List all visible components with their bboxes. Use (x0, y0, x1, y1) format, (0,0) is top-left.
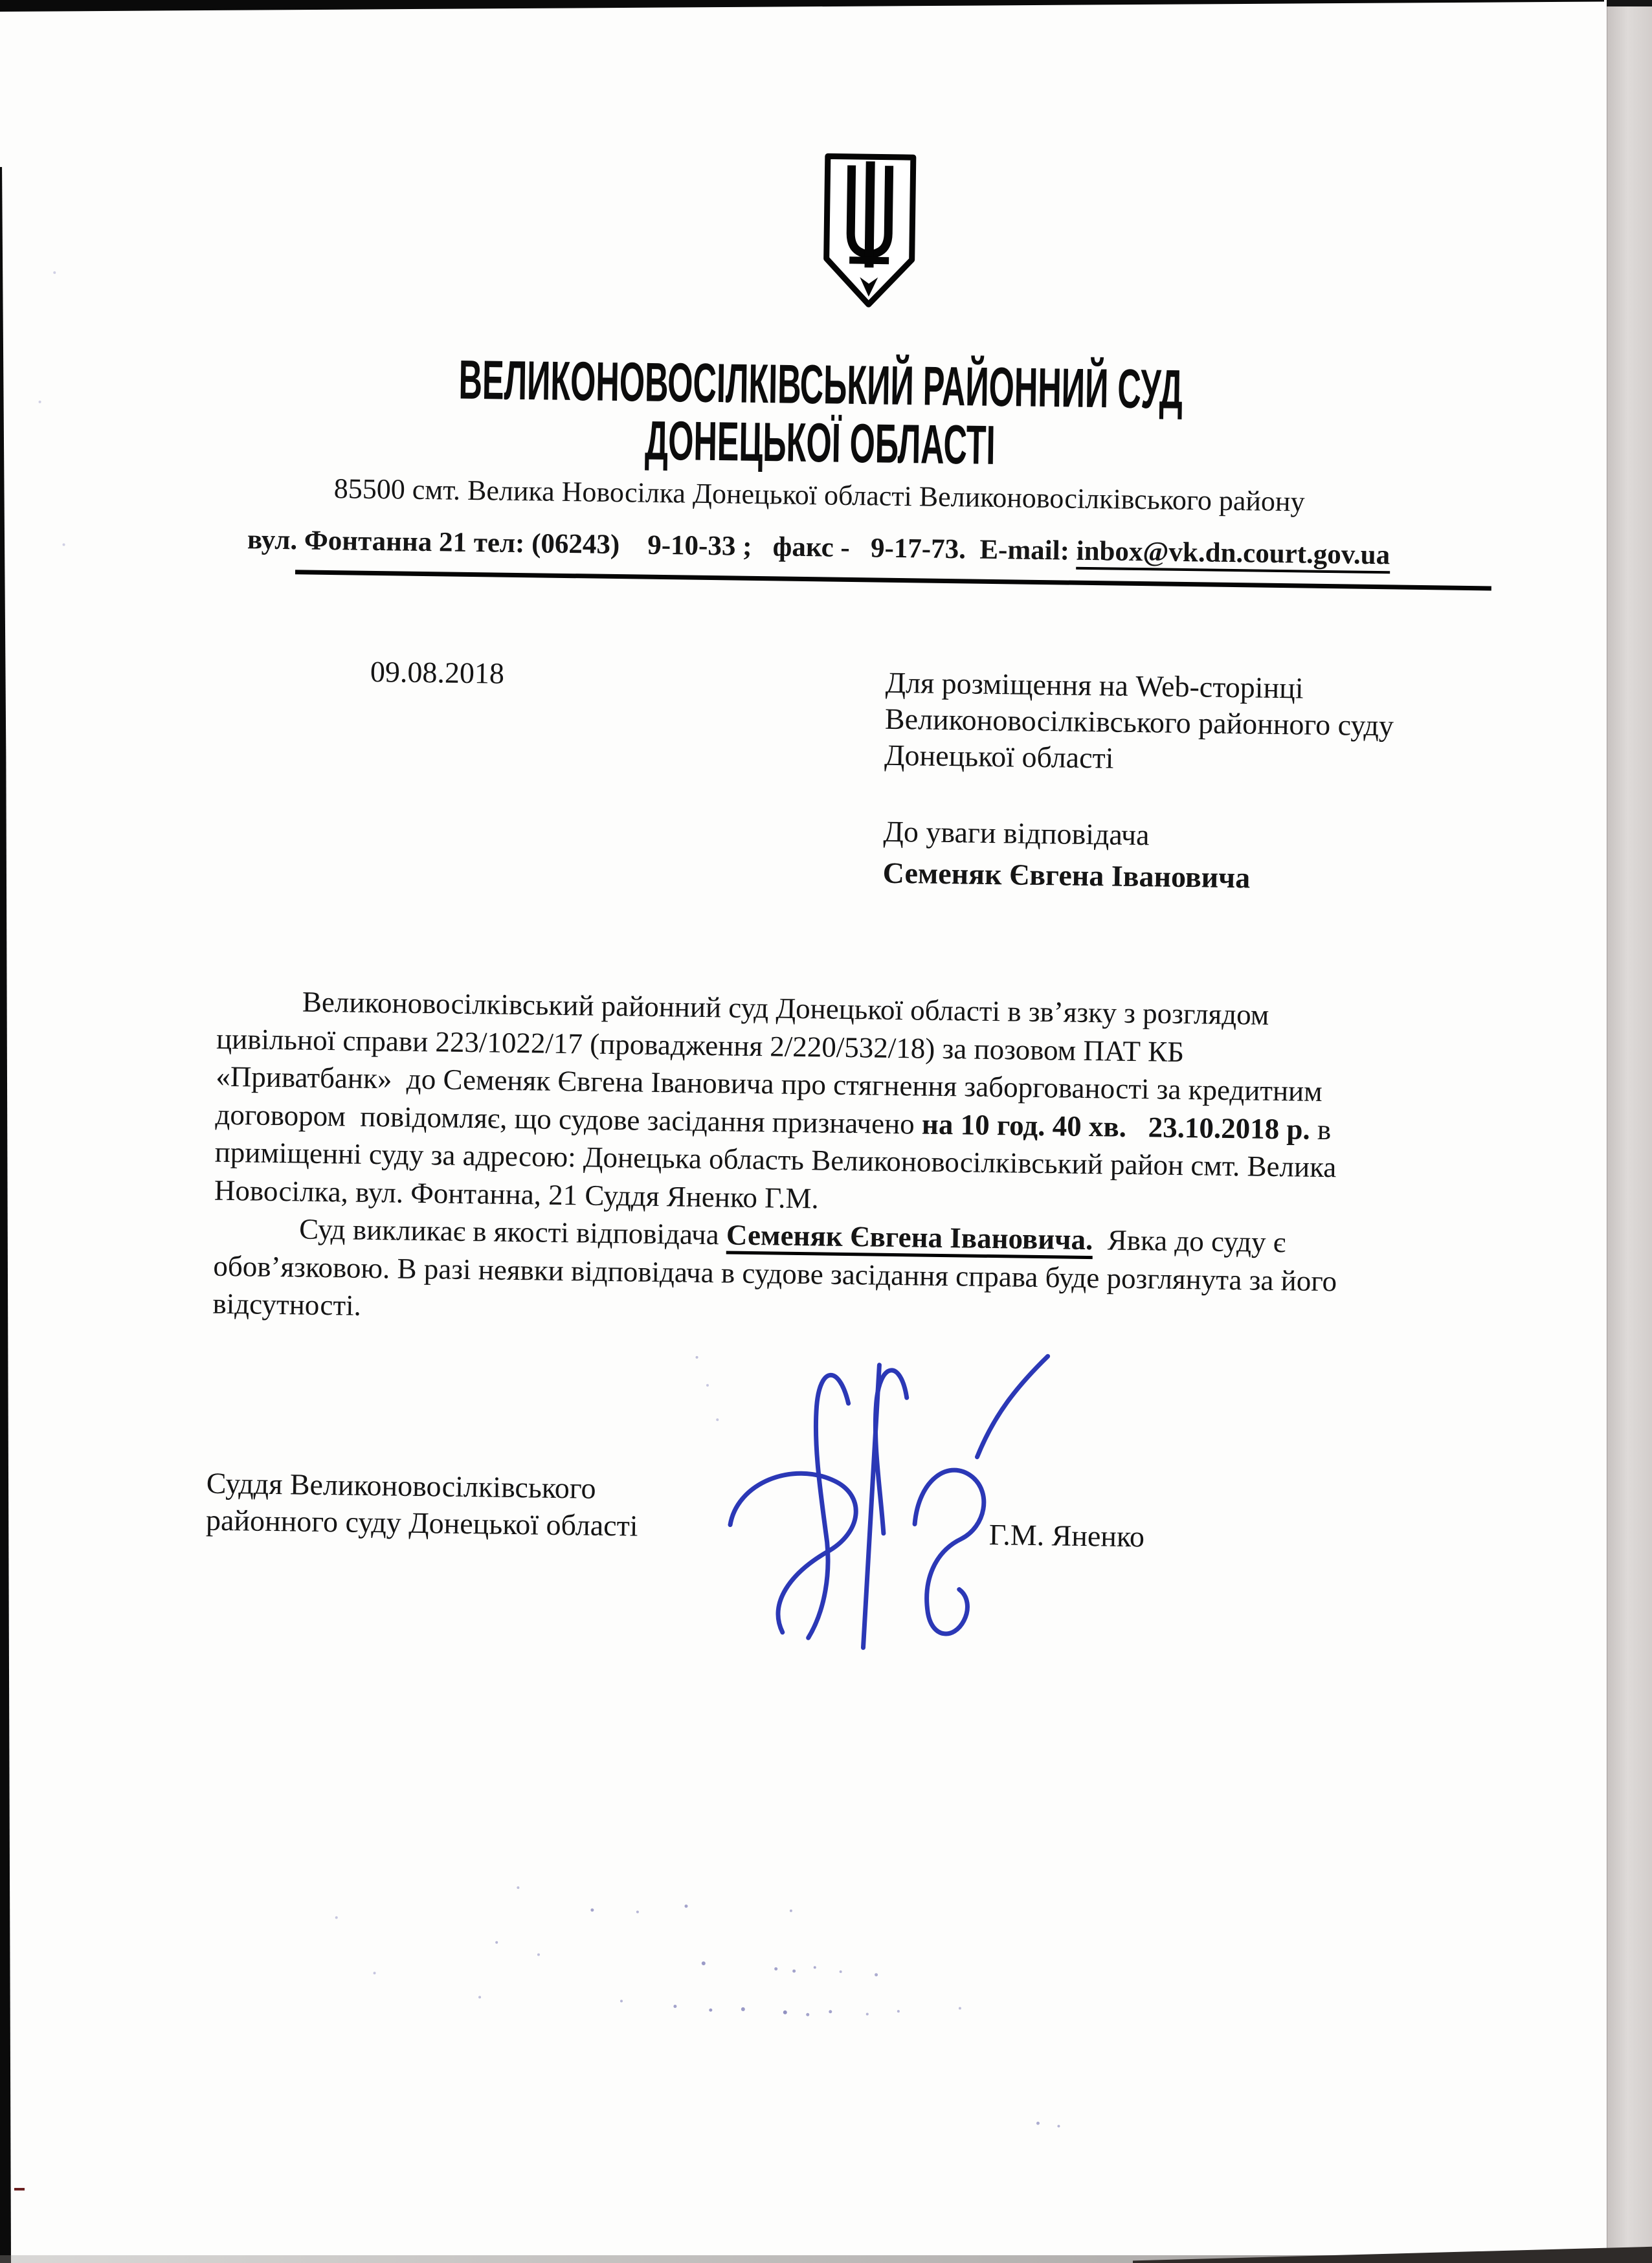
web-note-line1: Для розміщення на Web-сторінці (885, 665, 1304, 705)
para-line: відсутності. (212, 1287, 362, 1322)
attention-label: До уваги відповідача (883, 814, 1150, 852)
para-line: цивільної справи 223/1022/17 (провадження 2/220/532/18) за позовом ПАТ КБ (216, 1022, 1185, 1068)
judge-title-line2: районного суду Донецької області (205, 1503, 638, 1543)
contact-text: вул. Фонтанна 21 тел: (06243) 9-10-33 ; факс - 9-17-73. E-mail: (247, 524, 1077, 566)
para-seg: Явка до суду є (1092, 1223, 1286, 1259)
court-title-line1-text: ВЕЛИКОНОВОСІЛКІВСЬКИЙ РАЙОННИЙ СУД (458, 349, 1183, 421)
hearing-datetime: на 10 год. 40 хв. 23.10.2018 р. (921, 1108, 1311, 1146)
scan-mark-dash (14, 2188, 25, 2191)
respondent-name-underlined: Семеняк Євгена Івановича. (726, 1218, 1093, 1259)
judge-name: Г.М. Яненко (988, 1518, 1145, 1554)
para-line: приміщенні суду за адресою: Донецька область Великоновосілківський район смт. Велика (214, 1135, 1337, 1184)
para-line: Великоновосілківський районний суд Донецької області в зв’язку з розглядом (302, 985, 1269, 1031)
document-date: 09.08.2018 (370, 654, 505, 690)
scan-edge-right-cap (1607, 0, 1652, 6)
web-note-line3: Донецької області (884, 738, 1114, 775)
web-note-line2: Великоновосілківського районного суду (884, 702, 1394, 742)
judge-title-line1: Суддя Великоновосілківського (206, 1466, 596, 1505)
para-line: обов’язковою. В разі неявки відповідача в судове засідання справа буде розглянута за його (213, 1249, 1337, 1297)
scan-edge-right (1607, 0, 1652, 2263)
para-seg: Суд викликає в якості відповідача (298, 1212, 727, 1251)
court-email: inbox@vk.dn.court.gov.ua (1076, 536, 1390, 574)
para-line: «Приватбанк» до Семеняк Євгена Івановича про стягнення заборгованості за кредитним (216, 1060, 1323, 1108)
court-address: 85500 смт. Велика Новосілка Донецької області Великоновосілківського району (333, 473, 1305, 518)
para-line: Новосілка, вул. Фонтанна, 21 Суддя Яненко Г.М. (214, 1174, 820, 1214)
scan-edge-top (0, 0, 1604, 12)
respondent-name: Семеняк Євгена Івановича (882, 856, 1251, 895)
court-title-line2-text: ДОНЕЦЬКОЇ ОБЛАСТІ (644, 410, 996, 477)
para-seg: договором повідомляє, що судове засідання призначено (215, 1098, 922, 1141)
para-seg: в (1310, 1113, 1332, 1146)
